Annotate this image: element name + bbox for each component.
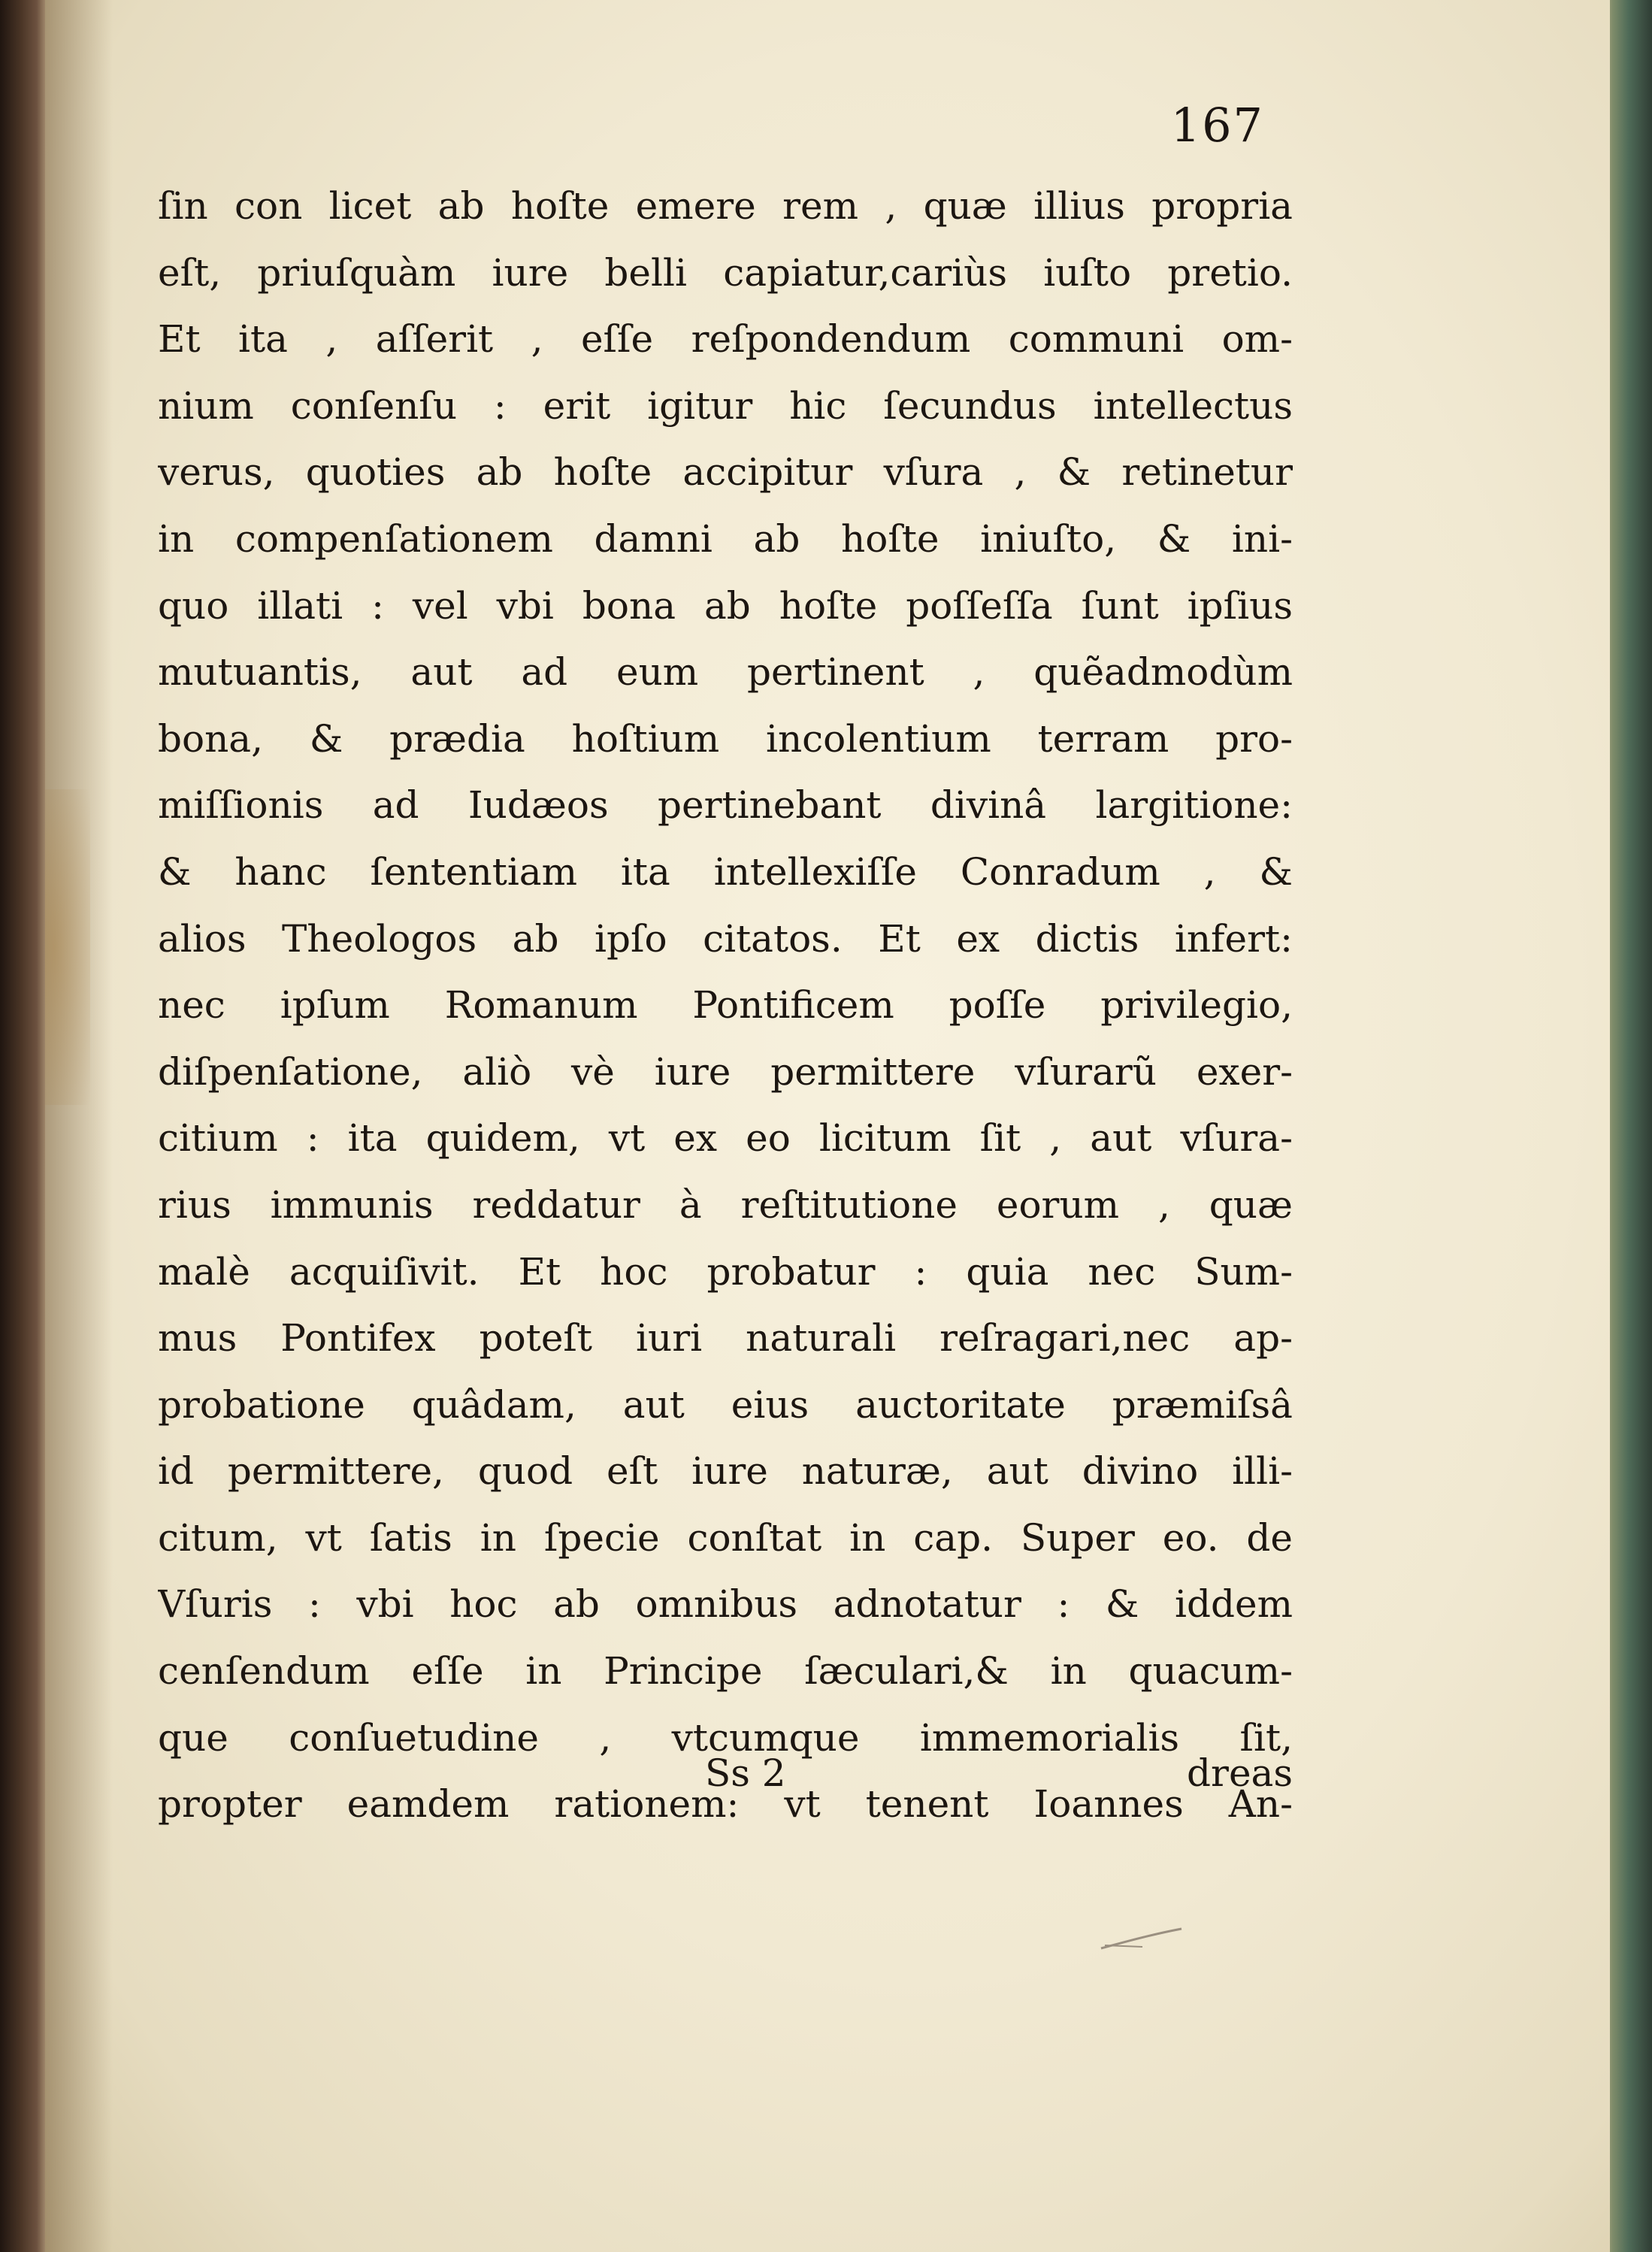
text-line: mus Pontifex poteſt iuri naturali reſragari,nec ap- xyxy=(158,1316,1293,1361)
text-line: in compenſationem damni ab hoſte iniuſto, & ini- xyxy=(158,516,1293,561)
page-number: 167 xyxy=(1170,98,1264,153)
catchword: dreas xyxy=(1187,1751,1293,1795)
text-line: citium : ita quidem, vt ex eo licitum ſit , aut vſura- xyxy=(158,1116,1293,1161)
text-line: verus, quoties ab hoſte accipitur vſura , & retinetur xyxy=(158,450,1293,495)
page-footer xyxy=(158,1751,1293,1819)
book-page xyxy=(45,0,1610,2252)
text-line: nium conſenſu : erit igitur hic ſecundus intellectus xyxy=(158,383,1293,428)
text-line: citum, vt ſatis in ſpecie conſtat in cap. Super eo. de xyxy=(158,1515,1293,1560)
pencil-mark-icon xyxy=(1097,1924,1188,1954)
text-line: malè acquiſivit. Et hoc probatur : quia nec Sum- xyxy=(158,1249,1293,1294)
text-line: mutuantis, aut ad eum pertinent , quẽadmodùm xyxy=(158,650,1293,695)
text-line: nec ipſum Romanum Pontificem poſſe privilegio, xyxy=(158,983,1293,1028)
text-line: propter eamdem rationem: vt tenent Ioannes An- xyxy=(158,1782,1293,1827)
text-line: Vſuris : vbi hoc ab omnibus adnotatur : & iddem xyxy=(158,1582,1293,1627)
text-line: & hanc ſententiam ita intellexiſſe Conradum , & xyxy=(158,849,1293,894)
text-line: diſpenſatione, aliò vè iure permittere vſurarũ exer- xyxy=(158,1049,1293,1094)
text-line: quo illati : vel vbi bona ab hoſte poſſeſſa ſunt ipſius xyxy=(158,583,1293,628)
text-line: alios Theologos ab ipſo citatos. Et ex dictis infert: xyxy=(158,916,1293,961)
text-line: id permittere, quod eſt iure naturæ, aut divino illi- xyxy=(158,1449,1293,1494)
text-line: Et ita , aſſerit , eſſe reſpondendum communi om- xyxy=(158,317,1293,362)
body-text xyxy=(158,173,1293,1838)
text-line: cenſendum eſſe in Principe ſæculari,& in quacum- xyxy=(158,1649,1293,1694)
text-line: eſt, priuſquàm iure belli capiatur,cariùs iuſto pretio. xyxy=(158,250,1293,295)
text-line: ſin con licet ab hoſte emere rem , quæ illius propria xyxy=(158,184,1293,228)
text-line: que conſuetudine , vtcumque immemorialis ſit, xyxy=(158,1715,1293,1760)
gutter-shadow xyxy=(45,0,113,2252)
text-line: miſſionis ad Iudæos pertinebant divinâ largitione: xyxy=(158,783,1293,828)
text-line: probatione quâdam, aut eius auctoritate præmiſsâ xyxy=(158,1382,1293,1427)
paper-stain xyxy=(45,789,90,1105)
text-line: bona, & prædia hoſtium incolentium terram pro- xyxy=(158,716,1293,761)
text-line: rius immunis reddatur à reſtitutione eorum , quæ xyxy=(158,1182,1293,1227)
signature-mark: Ss 2 xyxy=(705,1751,786,1795)
